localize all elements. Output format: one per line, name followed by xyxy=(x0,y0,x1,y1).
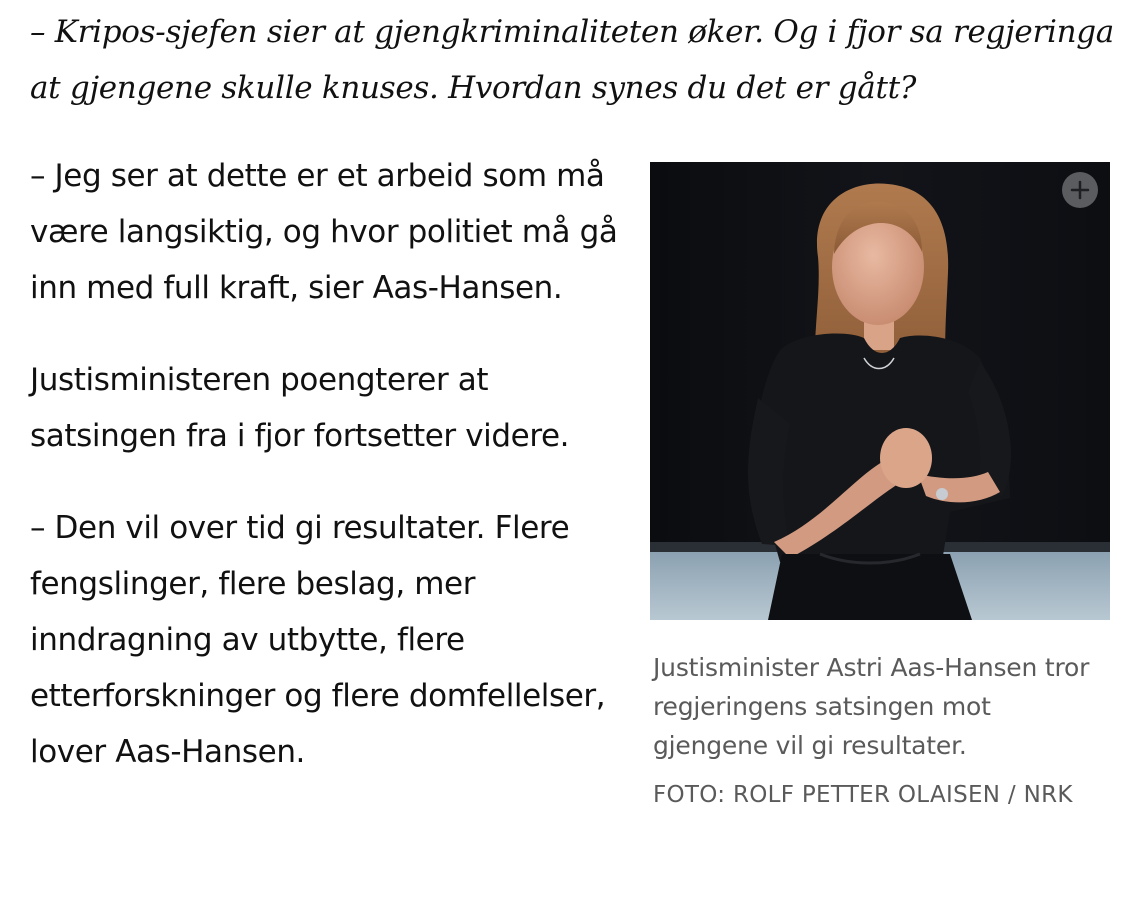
article-figure xyxy=(650,162,1110,812)
article-body xyxy=(30,148,620,816)
zoom-image-button[interactable] xyxy=(1062,172,1098,208)
interview-question: – Kripos-sjefen sier at gjengkriminaliteten øker. Og i fjor sa regjeringa at gjengene skulle knuses. Hvordan synes du det er gått? xyxy=(30,14,1114,106)
photo-justice-minister[interactable] xyxy=(650,162,1110,620)
photo-illustration xyxy=(650,162,1110,620)
plus-icon xyxy=(1062,172,1098,208)
body-paragraph-2: Justisministeren poengterer at satsingen fra i fjor fortsetter videre. xyxy=(30,362,570,454)
answer-paragraph-3: – Den vil over tid gi resultater. Flere fengslinger, flere beslag, mer inndragning av utbytte, flere etterforskninger og flere domfellelser, lover Aas-Hansen. xyxy=(30,510,606,770)
answer-paragraph-1: – Jeg ser at dette er et arbeid som må være langsiktig, og hvor politiet må gå inn med full kraft, sier Aas-Hansen. xyxy=(30,158,618,306)
figure-caption: Justisminister Astri Aas-Hansen tror regjeringens satsingen mot gjengene vil gi resultater. xyxy=(653,653,1090,760)
photo-credit: FOTO: ROLF PETTER OLAISEN / NRK xyxy=(653,782,1073,808)
